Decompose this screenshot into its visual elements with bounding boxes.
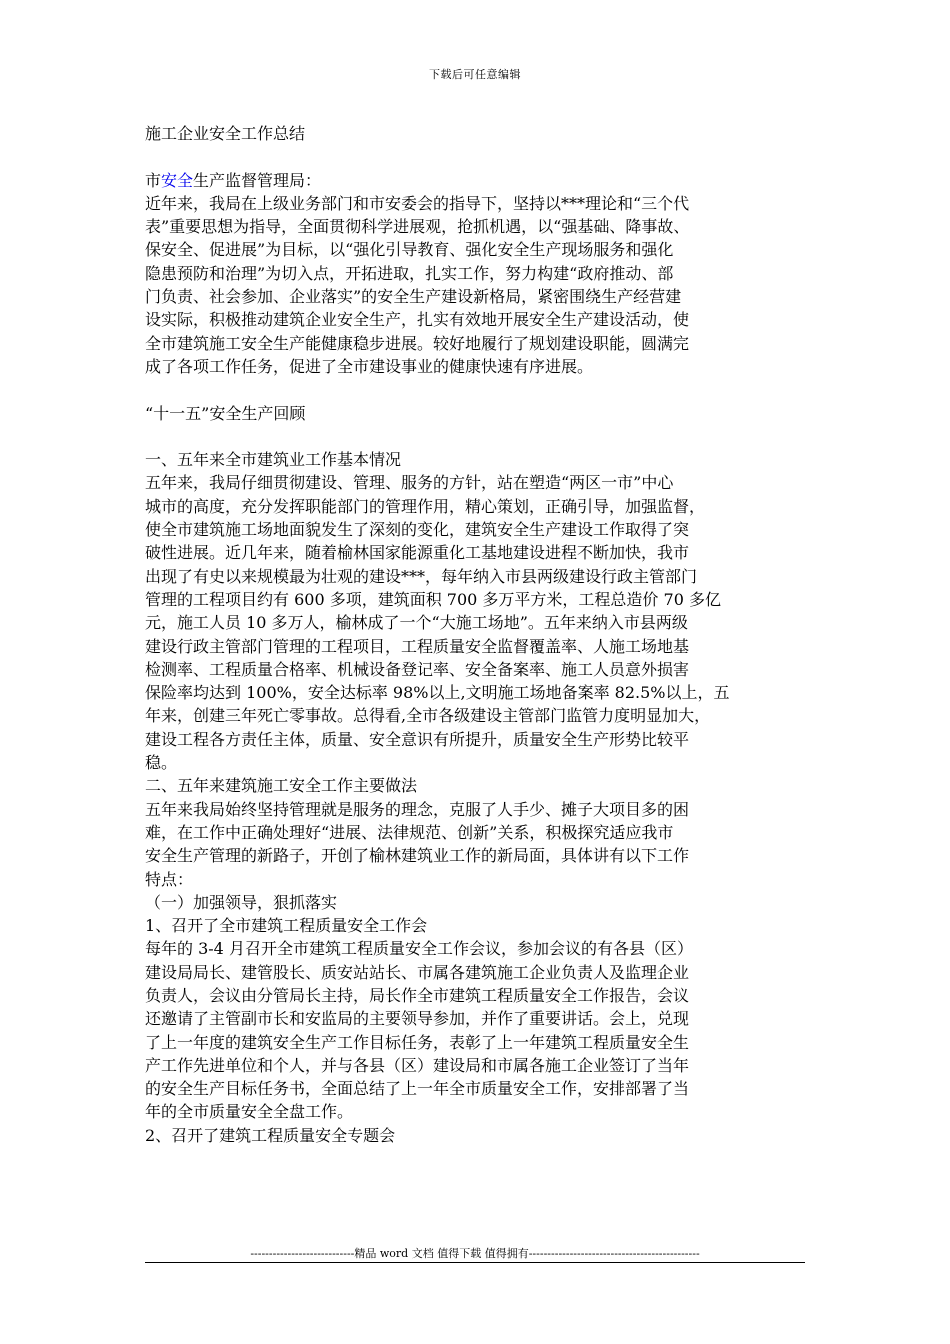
document-title: 施工企业安全工作总结: [145, 124, 306, 143]
text-line: 使全市建筑施工场地面貌发生了深刻的变化，建筑安全生产建设工作取得了突: [145, 520, 690, 540]
paragraph-overview: [145, 471, 817, 774]
text-line: 元，施工人员 10 多万人，榆林成了一个“大施工场地”。五年来纳入市县两级: [145, 613, 688, 633]
review-heading: “十一五”安全生产回顾: [145, 403, 306, 423]
text-line: 近年来，我局在上级业务部门和市安委会的指导下，坚持以***理论和“三个代: [145, 193, 690, 213]
text-line: 的安全生产目标任务书，全面总结了上一年全市质量安全工作，安排部署了当: [145, 1079, 690, 1099]
text-line: 隐患预防和治理”为切入点，开拓进取，扎实工作，努力构建“政府推动、部: [145, 263, 674, 283]
text-line: 建设工程各方责任主体，质量、安全意识有所提升，质量安全生产形势比较平: [145, 729, 690, 749]
footer-divider: [145, 1262, 805, 1263]
text-line: 建设局局长、建管股长、质安站站长、市属各建筑施工企业负责人及监理企业: [145, 962, 690, 982]
text-line: 每年的 3-4 月召开全市建筑工程质量安全工作会议，参加会议的有各县（区）: [145, 939, 693, 959]
footer-banner: ----------------------------精品 word 文档 值得下载 值得拥有----------------------------------------------: [250, 1247, 700, 1260]
text-line: 表”重要思想为指导，全面贯彻科学进展观，抢抓机遇，以“强基础、降事故、: [145, 217, 690, 237]
text-line: 保险率均达到 100%，安全达标率 98%以上,文明施工场地备案率 82.5%以上，五: [145, 683, 730, 703]
text-line: 保安全、促进展”为目标，以“强化引导教育、强化安全生产现场服务和强化: [145, 240, 674, 260]
text-line: 设实际，积极推动建筑企业安全生产，扎实有效地开展安全生产建设活动，使: [145, 310, 690, 330]
text-line: 特点：: [145, 869, 194, 889]
addressee-prefix: 市: [145, 170, 162, 190]
spacer: [145, 145, 817, 168]
text-line: 年的全市质量安全全盘工作。: [145, 1102, 354, 1122]
safety-link[interactable]: 安全: [161, 170, 194, 190]
text-line: 稳。: [145, 753, 178, 773]
paragraph-meeting: [145, 937, 817, 1123]
text-line: 检测率、工程质量合格率、机械设备登记率、安全备案率、施工人员意外损害: [145, 659, 690, 679]
spacer: [145, 378, 817, 401]
paragraph-practices: [145, 798, 817, 891]
text-line: 全市建筑施工安全生产能健康稳步进展。较好地履行了规划建设职能，圆满完: [145, 333, 690, 353]
text-line: 年来，创建三年死亡零事故。总得看,全市各级建设主管部门监管力度明显加大，: [145, 706, 711, 726]
addressee-suffix: 生产监督管理局：: [193, 170, 322, 190]
text-line: 出现了有史以来规模最为壮观的建设***，每年纳入市县两级建设行政主管部门: [145, 566, 698, 586]
spacer: [145, 425, 817, 448]
item-heading-1: 1、召开了全市建筑工程质量安全工作会: [145, 916, 428, 936]
text-line: 还邀请了主管副市长和安监局的主要领导参加，并作了重要讲话。会上，兑现: [145, 1009, 690, 1029]
subsection-heading: （一）加强领导，狠抓落实: [145, 892, 338, 912]
document-body: [145, 122, 817, 1147]
text-line: 五年来，我局仔细贯彻建设、管理、服务的方针，站在塑造“两区一市”中心: [145, 473, 674, 493]
item-heading-2: 2、召开了建筑工程质量安全专题会: [145, 1125, 396, 1145]
text-line: 建设行政主管部门管理的工程项目，工程质量安全监督覆盖率、人施工场地基: [145, 636, 690, 656]
text-line: 负责人，会议由分管局长主持，局长作全市建筑工程质量安全工作报告，会议: [145, 985, 690, 1005]
text-line: 产工作先进单位和个人，并与各县（区）建设局和市属各施工企业签订了当年: [145, 1055, 690, 1075]
text-line: 五年来我局始终坚持管理就是服务的理念，克服了人手少、摊子大项目多的困: [145, 799, 690, 819]
text-line: 城市的高度，充分发挥职能部门的管理作用，精心策划，正确引导，加强监督，: [145, 496, 706, 516]
text-line: 安全生产管理的新路子，开创了榆林建筑业工作的新局面，具体讲有以下工作: [145, 846, 690, 866]
section-heading-2: 二、五年来建筑施工安全工作主要做法: [145, 776, 418, 796]
text-line: 管理的工程项目约有 600 多项，建筑面积 700 多万平方米，工程总造价 70 多亿: [145, 589, 721, 609]
paragraph-intro: [145, 192, 817, 378]
text-line: 门负责、社会参加、企业落实”的安全生产建设新格局，紧密围绕生产经营建: [145, 287, 682, 307]
text-line: 难，在工作中正确处理好“进展、法律规范、创新”关系，积极探究适应我市: [145, 822, 674, 842]
text-line: 成了各项工作任务，促进了全市建设事业的健康快速有序进展。: [145, 356, 594, 376]
text-line: 了上一年度的建筑安全生产工作目标任务，表彰了上一年建筑工程质量安全生: [145, 1032, 690, 1052]
header-note: 下载后可任意编辑: [429, 68, 521, 81]
addressee-line: [145, 169, 817, 192]
text-line: 破性进展。近几年来，随着榆林国家能源重化工基地建设进程不断加快，我市: [145, 543, 690, 563]
section-heading-1: 一、五年来全市建筑业工作基本情况: [145, 450, 402, 470]
